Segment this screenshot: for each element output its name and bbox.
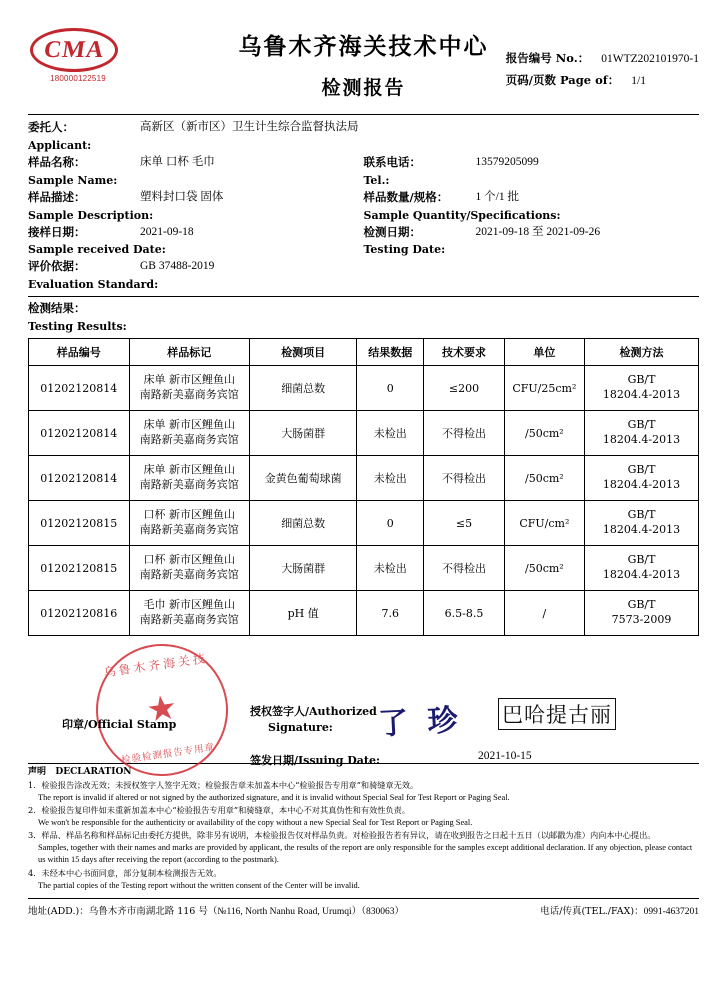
cell-test-item: 金黄色葡萄球菌 <box>250 456 357 501</box>
sample-desc-value: 塑料封口袋 固体 <box>140 190 224 203</box>
table-row <box>29 546 699 591</box>
cell-result: 0 <box>357 366 424 411</box>
applicant-label-en: Applicant: <box>28 138 92 152</box>
cell-test-item: 细菌总数 <box>250 366 357 411</box>
page-title: 乌鲁木齐海关技术中心 <box>238 33 489 60</box>
testing-date-label-cn: 检测日期： <box>363 224 421 239</box>
cell-unit: /50cm² <box>504 546 584 591</box>
testing-date-en-field <box>364 241 700 258</box>
received-en-field <box>28 241 364 258</box>
declaration-item-cn: 1．检验报告涂改无效；未授权签字人签字无效；检验报告章未加盖本中心“检验报告专用章”和骑缝章无效。 <box>28 780 419 791</box>
cell-result: 未检出 <box>357 456 424 501</box>
footer-address <box>28 903 404 917</box>
mark-line-2: 南路新美嘉商务宾馆 <box>139 523 239 537</box>
stamp-bottom-text: 检验检测报告专用章 <box>120 742 216 767</box>
col-sample-mark: 样品标记 <box>129 339 250 366</box>
sample-desc-en-row <box>28 207 699 224</box>
tel-en-field <box>364 172 700 189</box>
cell-result: 未检出 <box>357 411 424 456</box>
cma-logo-number: 180000122519 <box>50 74 106 83</box>
cell-requirement: ≤200 <box>424 366 504 411</box>
cell-method <box>585 501 699 546</box>
mark-line-2: 南路新美嘉商务宾馆 <box>139 433 239 447</box>
method-line-1: GB/T <box>627 508 656 522</box>
quantity-label-cn: 样品数量/规格： <box>363 189 449 204</box>
declaration-item <box>28 830 699 866</box>
cell-method <box>585 366 699 411</box>
cell-sample-mark <box>129 546 250 591</box>
quantity-label-en: Sample Quantity/Specifications: <box>363 208 561 222</box>
method-line-2: 18204.4-2013 <box>602 478 681 492</box>
stamp-top-text: 乌鲁木齐海关技 <box>102 651 209 680</box>
signature-stamp-box: 巴哈提古丽 <box>498 698 616 730</box>
report-header <box>28 0 699 110</box>
info-block <box>28 115 699 293</box>
declaration-title-cn: 声明 <box>28 767 47 778</box>
col-requirement: 技术要求 <box>424 339 504 366</box>
sample-name-en-row <box>28 172 699 189</box>
footer-tel-value: 0991-4637201 <box>643 906 699 917</box>
mark-line-1: 床单 新市区鲤鱼山 <box>143 463 236 477</box>
mark-line-2: 南路新美嘉商务宾馆 <box>139 478 239 492</box>
declaration-item-en: The report is invalid if altered or not signed by the authorized signature, and it is invalid without Special Seal for Test Report or Paging Seal. <box>38 793 510 803</box>
issuing-date-label: 签发日期/Issuing Date: <box>250 754 381 768</box>
cell-result: 7.6 <box>357 591 424 636</box>
footer-address-cn: 乌鲁木齐市南湖北路 116 号（ <box>88 905 218 917</box>
declaration-item <box>28 868 699 892</box>
cell-method <box>585 546 699 591</box>
quantity-value: 1 个/1 批 <box>475 190 519 203</box>
cell-result: 0 <box>357 501 424 546</box>
tel-label-en: Tel.: <box>363 173 390 187</box>
cma-logo-text: CMA <box>42 37 106 63</box>
footer <box>28 899 699 917</box>
cell-requirement: ≤5 <box>424 501 504 546</box>
footer-tel-label: 电话/传真(TEL./FAX)： <box>540 905 644 917</box>
report-number-label: 报告编号 No.： <box>505 51 590 65</box>
stamp-star-icon: ★ <box>144 689 180 731</box>
applicant-en-row <box>28 137 699 154</box>
results-label-en: Testing Results: <box>28 320 127 334</box>
method-line-2: 18204.4-2013 <box>602 523 681 537</box>
table-row <box>29 501 699 546</box>
table-header-row <box>29 339 699 366</box>
cell-sample-id: 01202120815 <box>29 546 130 591</box>
applicant-value: 高新区（新市区）卫生计生综合监督执法局 <box>140 121 359 133</box>
method-line-1: GB/T <box>627 373 656 387</box>
method-line-2: 18204.4-2013 <box>602 388 681 402</box>
tel-field <box>364 154 700 172</box>
page-number-value: 1/1 <box>631 74 646 87</box>
cell-sample-mark <box>129 411 250 456</box>
sample-name-en-field <box>28 172 364 189</box>
cell-sample-mark <box>129 366 250 411</box>
col-sample-id: 样品编号 <box>29 339 130 366</box>
cell-sample-mark <box>129 591 250 636</box>
col-unit: 单位 <box>504 339 584 366</box>
sample-name-label-en: Sample Name: <box>28 173 118 187</box>
sample-name-row <box>28 154 699 172</box>
method-line-2: 18204.4-2013 <box>602 433 681 447</box>
col-test-item: 检测项目 <box>250 339 357 366</box>
mark-line-1: 床单 新市区鲤鱼山 <box>143 418 236 432</box>
report-meta <box>506 48 699 92</box>
authorized-signature-label <box>250 704 377 736</box>
cell-test-item: 大肠菌群 <box>250 546 357 591</box>
authorized-label-en: Signature: <box>268 721 333 735</box>
cell-unit: / <box>504 591 584 636</box>
cell-sample-mark <box>129 501 250 546</box>
col-method: 检测方法 <box>585 339 699 366</box>
sample-desc-field <box>28 189 364 207</box>
method-line-1: GB/T <box>627 598 656 612</box>
cell-unit: CFU/25cm² <box>504 366 584 411</box>
cell-requirement: 不得检出 <box>424 546 504 591</box>
quantity-en-field <box>364 207 700 224</box>
applicant-label-cn: 委托人： <box>28 120 74 134</box>
declaration-item-en: The partial copies of the Testing report without the written consent of the Center will be invalid. <box>38 880 360 890</box>
cell-unit: /50cm² <box>504 411 584 456</box>
page-number-row <box>506 70 699 92</box>
cell-test-item: 细菌总数 <box>250 501 357 546</box>
declaration-item-en: We won't be responsible for the authenticity or availability of the copy without a new Special Seal for Test Report or Paging Seal. <box>38 818 473 828</box>
received-value: 2021-09-18 <box>140 225 194 238</box>
declaration-block <box>28 764 699 892</box>
cell-test-item: pH 值 <box>250 591 357 636</box>
received-label-cn: 接样日期： <box>28 224 86 239</box>
method-line-2: 7573-2009 <box>611 613 672 627</box>
declaration-item-cn: 2．检验报告复印件如未重新加盖本中心“检验报告专用章”和骑缝章，本中心不对其真伪性和有效性负责。 <box>28 805 411 816</box>
method-line-1: GB/T <box>627 418 656 432</box>
method-line-1: GB/T <box>627 463 656 477</box>
cell-sample-mark <box>129 456 250 501</box>
sample-desc-en-field <box>28 207 364 224</box>
quantity-field <box>364 189 700 207</box>
report-number-value: 01WTZ202101970-1 <box>601 53 699 65</box>
cell-sample-id: 01202120815 <box>29 501 130 546</box>
cell-method <box>585 456 699 501</box>
sample-desc-label-cn: 样品描述： <box>28 189 86 204</box>
declaration-item-cn: 4．未经本中心书面同意，部分复制本检测报告无效。 <box>28 867 222 878</box>
cell-method <box>585 591 699 636</box>
signature-area <box>28 642 699 768</box>
mark-line-2: 南路新美嘉商务宾馆 <box>139 568 239 582</box>
received-label-en: Sample received Date: <box>28 243 166 257</box>
applicant-en-field <box>28 137 364 154</box>
sample-name-value: 床单 口杯 毛巾 <box>140 155 215 168</box>
cell-sample-id: 01202120816 <box>29 591 130 636</box>
tel-label-cn: 联系电话： <box>363 154 421 169</box>
method-line-1: GB/T <box>627 553 656 567</box>
cma-logo <box>30 28 126 83</box>
applicant-row <box>28 119 699 137</box>
cell-test-item: 大肠菌群 <box>250 411 357 456</box>
table-row <box>29 411 699 456</box>
stamp-label: 印章/Official Stamp <box>62 718 177 732</box>
mark-line-1: 口杯 新市区鲤鱼山 <box>143 553 236 567</box>
cell-unit: CFU/cm² <box>504 501 584 546</box>
handwritten-signature: 了 珍 <box>377 703 465 742</box>
footer-address-en: №116, North Nanhu Road, Urumqi）（830063） <box>217 906 404 917</box>
sample-desc-label-en: Sample Description: <box>28 208 154 222</box>
testing-date-value: 2021-09-18 至 2021-09-26 <box>475 225 601 238</box>
issuing-date-value: 2021-10-15 <box>478 750 532 763</box>
standard-label-cn: 评价依据： <box>28 259 86 274</box>
declaration-item <box>28 780 699 804</box>
received-en-row <box>28 241 699 258</box>
testing-date-label-en: Testing Date: <box>363 243 446 257</box>
footer-tel <box>540 903 699 917</box>
mark-line-2: 南路新美嘉商务宾馆 <box>139 613 239 627</box>
sample-name-field <box>28 154 364 172</box>
standard-value: GB 37488-2019 <box>140 260 215 273</box>
cell-sample-id: 01202120814 <box>29 366 130 411</box>
tel-value: 13579205099 <box>475 155 539 168</box>
declaration-item-cn: 3．样品、样品名称和样品标记由委托方提供，除非另有说明，本检验报告仅对样品负责。对检验报告若有异议，请在收到报告之日起十五日（以邮戳为准）内向本中心提出。 <box>28 830 656 841</box>
results-heading-block <box>28 297 699 335</box>
footer-address-label: 地址(ADD.)： <box>28 905 89 917</box>
authorized-label-cn: 授权签字人/Authorized <box>250 705 377 719</box>
cell-method <box>585 411 699 456</box>
table-row <box>29 366 699 411</box>
page-subtitle: 检测报告 <box>321 77 406 99</box>
page-number-label: 页码/页数 Page of： <box>505 72 620 87</box>
cell-sample-id: 01202120814 <box>29 411 130 456</box>
declaration-item <box>28 805 699 829</box>
mark-line-2: 南路新美嘉商务宾馆 <box>139 388 239 402</box>
standard-label-en: Evaluation Standard: <box>28 278 159 292</box>
received-field <box>28 224 364 242</box>
sample-name-label-cn: 样品名称： <box>28 154 86 169</box>
cell-requirement: 6.5-8.5 <box>424 591 504 636</box>
standard-row <box>28 258 699 276</box>
mark-line-1: 床单 新市区鲤鱼山 <box>143 373 236 387</box>
applicant-field <box>28 119 364 137</box>
cell-requirement: 不得检出 <box>424 411 504 456</box>
standard-en-field <box>28 276 364 293</box>
mark-line-1: 口杯 新市区鲤鱼山 <box>143 508 236 522</box>
mark-line-1: 毛巾 新市区鲤鱼山 <box>143 598 236 612</box>
method-line-2: 18204.4-2013 <box>602 568 681 582</box>
standard-field <box>28 258 364 276</box>
col-result: 结果数据 <box>357 339 424 366</box>
sample-desc-row <box>28 189 699 207</box>
results-label-cn: 检测结果： <box>28 301 86 316</box>
results-table <box>28 338 699 636</box>
received-row <box>28 224 699 242</box>
cell-requirement: 不得检出 <box>424 456 504 501</box>
testing-date-field <box>364 224 700 242</box>
standard-en-row <box>28 276 699 293</box>
cell-sample-id: 01202120814 <box>29 456 130 501</box>
report-number-row <box>506 48 699 70</box>
declaration-title-en: DECLARATION <box>55 767 132 778</box>
cma-logo-icon <box>30 28 118 72</box>
cell-unit: /50cm² <box>504 456 584 501</box>
cell-result: 未检出 <box>357 546 424 591</box>
table-row <box>29 591 699 636</box>
table-row <box>29 456 699 501</box>
declaration-item-en: Samples, together with their names and marks are provided by applicant, the results of the report are only responsible for the samples except additional declaration. If any objection, please contact us within 15 days after receiving the report (according to the postmark). <box>38 843 693 865</box>
